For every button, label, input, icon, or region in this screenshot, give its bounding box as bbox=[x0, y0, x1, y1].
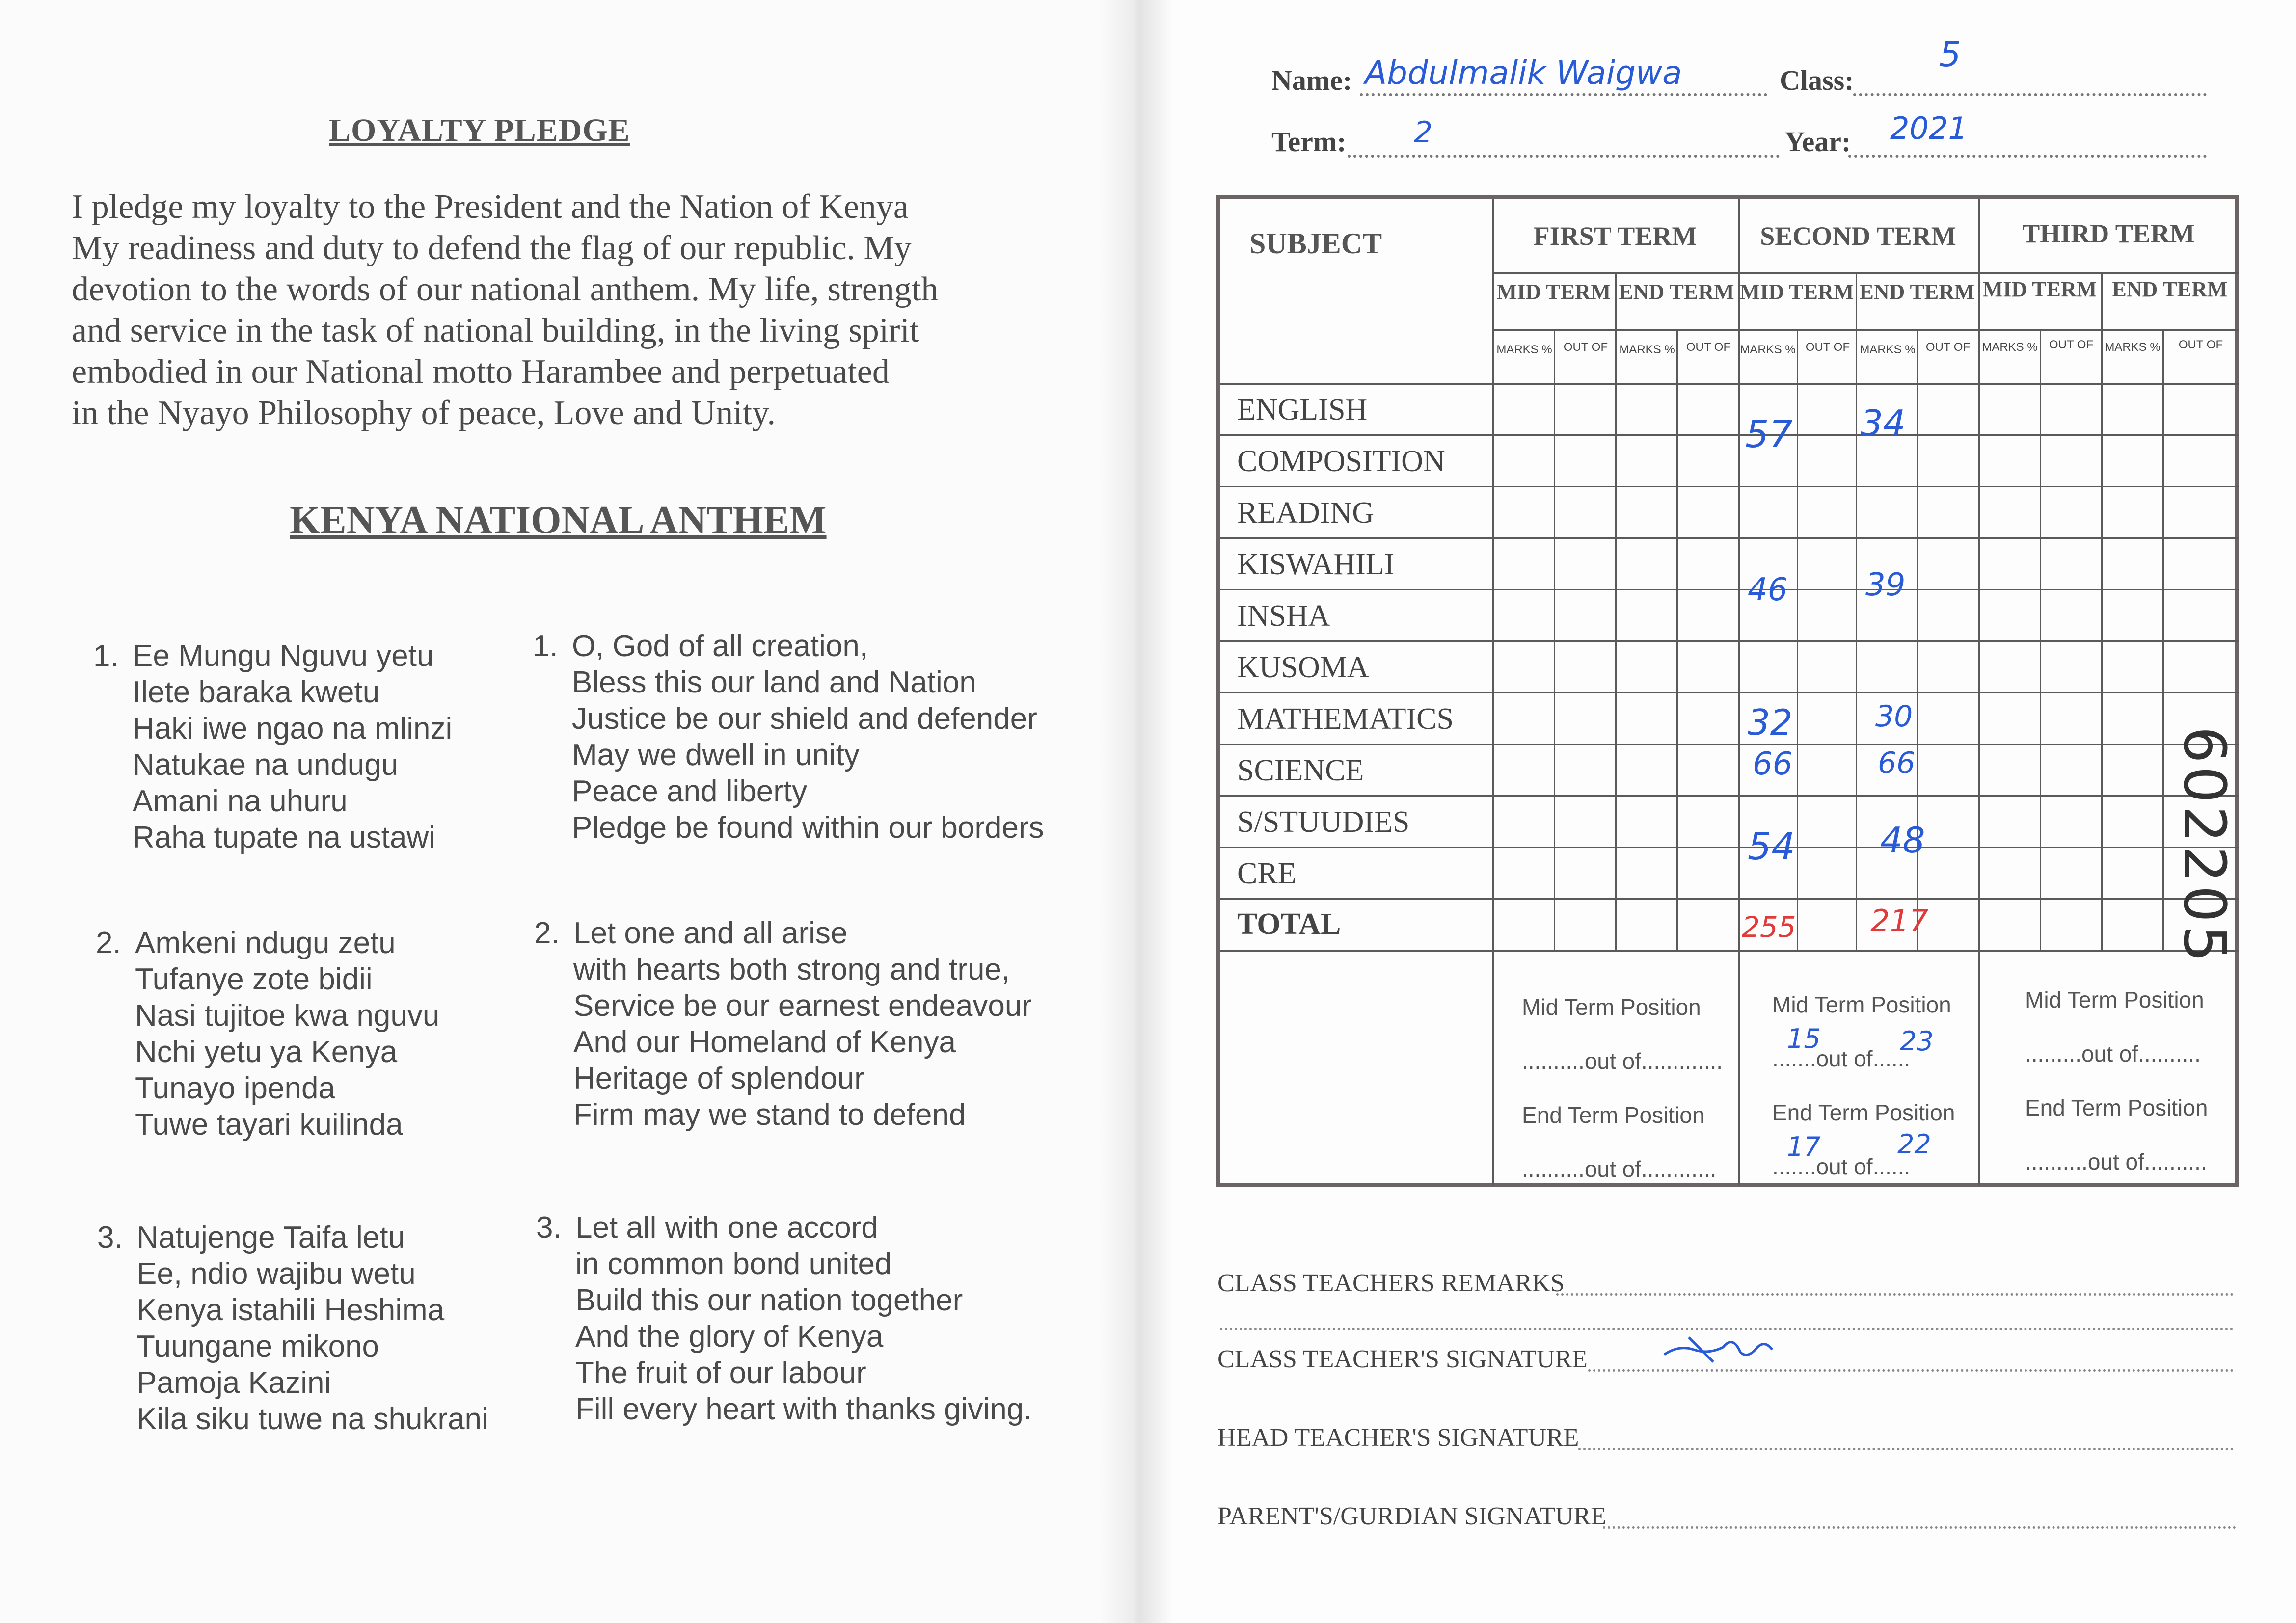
kiswahili-verse-3 bbox=[97, 1220, 488, 1437]
verse-line: Pledge be found within our borders bbox=[572, 811, 1044, 845]
subject-composition: COMPOSITION bbox=[1237, 445, 1445, 478]
second-end-position-label: End Term Position bbox=[1772, 1100, 1955, 1125]
mark-social-studies-mid: 54 bbox=[1748, 825, 1795, 868]
table-row-line bbox=[1220, 589, 2239, 590]
out-of-label: OUT OF bbox=[1563, 341, 1608, 354]
verse-line: May we dwell in unity bbox=[572, 738, 860, 772]
verse-number: 2. bbox=[96, 926, 121, 960]
subject-kusoma: KUSOMA bbox=[1237, 651, 1369, 684]
table-col-line bbox=[1856, 272, 1857, 950]
verse-line: Heritage of splendour bbox=[573, 1062, 864, 1095]
third-end-position-line: ..........out of.......... bbox=[2025, 1149, 2207, 1174]
first-mid-position-line: ..........out of............. bbox=[1522, 1048, 1723, 1074]
table-line bbox=[1220, 383, 2239, 385]
verse-line: Pamoja Kazini bbox=[136, 1366, 331, 1400]
english-verse-3 bbox=[536, 1210, 1032, 1428]
left-page bbox=[0, 0, 1139, 1623]
verse-line: Tuungane mikono bbox=[136, 1330, 379, 1363]
term-value: 2 bbox=[1414, 115, 1433, 150]
term-label: Term: bbox=[1271, 126, 1347, 158]
verse-line: Nasi tujitoe kwa nguvu bbox=[135, 999, 440, 1033]
verse-line: Tuwe tayari kuilinda bbox=[135, 1108, 403, 1142]
verse-line: Peace and liberty bbox=[572, 774, 808, 808]
verse-line: And our Homeland of Kenya bbox=[573, 1025, 956, 1059]
mark-total-mid: 255 bbox=[1742, 910, 1796, 944]
first-mid-term-header: MID TERM bbox=[1496, 280, 1611, 304]
third-end-position-label: End Term Position bbox=[2025, 1095, 2208, 1120]
english-verse-1 bbox=[533, 628, 1044, 846]
subject-total: TOTAL bbox=[1237, 907, 1341, 941]
verse-number: 2. bbox=[534, 916, 560, 950]
year-dots bbox=[1848, 155, 2207, 158]
second-end-position-line: .......out of...... bbox=[1772, 1154, 1911, 1179]
third-mid-position-line: .........out of.......... bbox=[2025, 1041, 2201, 1066]
second-end-out-of-value: 22 bbox=[1897, 1129, 1931, 1160]
table-row-line bbox=[1220, 692, 2239, 693]
out-of-text: out of bbox=[2087, 1149, 2144, 1174]
verse-line: Service be our earnest endeavour bbox=[573, 989, 1032, 1023]
out-of-label: OUT OF bbox=[1925, 341, 1971, 354]
table-col-line bbox=[1615, 272, 1617, 950]
subject-reading: READING bbox=[1237, 496, 1374, 530]
verse-line: Nchi yetu ya Kenya bbox=[135, 1035, 398, 1069]
second-mid-position-line: .......out of...... bbox=[1772, 1046, 1911, 1071]
teacher-signature-scribble bbox=[1659, 1325, 1777, 1369]
mark-mathematics-end: 30 bbox=[1875, 699, 1913, 734]
mark-total-end: 217 bbox=[1870, 903, 1929, 939]
table-col-line bbox=[2101, 272, 2103, 950]
second-end-term-header: END TERM bbox=[1859, 280, 1975, 304]
class-teacher-signature-label: CLASS TEACHER'S SIGNATURE bbox=[1217, 1345, 1588, 1373]
signature-dots bbox=[1603, 1526, 2236, 1529]
first-end-term-header: END TERM bbox=[1619, 280, 1734, 304]
marks-label: MARKS % bbox=[1860, 343, 1916, 356]
verse-line: Kenya istahili Heshima bbox=[136, 1293, 445, 1327]
table-row-line bbox=[1220, 847, 2239, 848]
marks-label: MARKS % bbox=[1740, 343, 1796, 356]
second-end-position-value: 17 bbox=[1787, 1131, 1821, 1162]
year-value: 2021 bbox=[1890, 110, 1968, 146]
mark-english-end: 34 bbox=[1861, 402, 1906, 444]
verse-line: in common bond united bbox=[575, 1247, 892, 1281]
first-term-header: FIRST TERM bbox=[1533, 221, 1697, 251]
term-dots bbox=[1348, 155, 1780, 158]
table-line bbox=[1220, 950, 2239, 952]
subject-english: ENGLISH bbox=[1237, 393, 1368, 426]
verse-line: Amkeni ndugu zetu bbox=[135, 926, 396, 960]
verse-line: Bless this our land and Nation bbox=[572, 665, 976, 699]
table-col-line bbox=[2162, 329, 2164, 950]
subject-mathematics: MATHEMATICS bbox=[1237, 702, 1454, 736]
class-label: Class: bbox=[1780, 64, 1854, 96]
verse-line: Ilete baraka kwetu bbox=[133, 675, 380, 709]
pledge-line: devotion to the words of our national anthem. My life, strength bbox=[72, 270, 939, 308]
class-teacher-remarks-label: CLASS TEACHERS REMARKS bbox=[1217, 1269, 1565, 1297]
out-of-label: OUT OF bbox=[2178, 338, 2223, 351]
pledge-line: embodied in our National motto Harambee and perpetuated bbox=[72, 353, 890, 391]
subject-science: SCIENCE bbox=[1237, 754, 1364, 787]
pledge-line: and service in the task of national building, in the living spirit bbox=[72, 312, 919, 349]
signature-dots bbox=[1588, 1369, 2234, 1372]
verse-line: Let all with one accord bbox=[575, 1211, 878, 1245]
verse-line: Natujenge Taifa letu bbox=[136, 1221, 405, 1254]
out-of-label: OUT OF bbox=[1805, 341, 1850, 354]
out-of-text: out of bbox=[1816, 1154, 1873, 1179]
marks-label: MARKS % bbox=[2105, 341, 2161, 354]
second-mid-position-label: Mid Term Position bbox=[1772, 992, 1951, 1017]
verse-line: Raha tupate na ustawi bbox=[133, 821, 435, 854]
mark-insha-mid: 46 bbox=[1748, 572, 1788, 608]
verse-line: Ee Mungu Nguvu yetu bbox=[133, 639, 434, 673]
name-label: Name: bbox=[1271, 64, 1352, 96]
mark-mathematics-mid: 32 bbox=[1748, 702, 1793, 743]
verse-line: The fruit of our labour bbox=[575, 1356, 866, 1390]
table-row-line bbox=[1220, 795, 2239, 797]
verse-line: with hearts both strong and true, bbox=[573, 953, 1010, 986]
table-row-line bbox=[1220, 434, 2239, 436]
mark-english-mid: 57 bbox=[1745, 412, 1793, 456]
out-of-text: out of bbox=[1584, 1048, 1641, 1074]
out-of-text: out of bbox=[2081, 1041, 2138, 1066]
english-verse-2 bbox=[534, 915, 1032, 1133]
second-mid-out-of-value: 23 bbox=[1900, 1026, 1934, 1057]
remarks-dots bbox=[1556, 1293, 2234, 1296]
pledge-line: My readiness and duty to defend the flag of our republic. My bbox=[72, 229, 912, 267]
verse-line: Tufanye zote bidii bbox=[135, 962, 373, 996]
table-line bbox=[1492, 272, 2239, 274]
table-line bbox=[1492, 329, 2239, 331]
book-gutter bbox=[1100, 0, 1173, 1623]
first-mid-position-label: Mid Term Position bbox=[1522, 994, 1701, 1020]
head-teacher-signature-label: HEAD TEACHER'S SIGNATURE bbox=[1217, 1424, 1579, 1452]
out-of-label: OUT OF bbox=[1686, 341, 1731, 354]
pledge-text bbox=[72, 186, 1053, 434]
side-number: 602205 bbox=[2171, 726, 2239, 965]
verse-line: Tunayo ipenda bbox=[135, 1071, 335, 1105]
table-col-line bbox=[1492, 199, 1494, 1185]
verse-line: Build this our nation together bbox=[575, 1283, 963, 1317]
class-dots bbox=[1853, 93, 2207, 96]
marks-label: MARKS % bbox=[1619, 343, 1675, 356]
out-of-text: out of bbox=[1584, 1156, 1641, 1182]
subject-header: SUBJECT bbox=[1249, 227, 1382, 260]
table-row-line bbox=[1220, 640, 2239, 642]
table-row-line bbox=[1220, 537, 2239, 539]
marks-label: MARKS % bbox=[1496, 343, 1552, 356]
verse-line: Let one and all arise bbox=[573, 916, 848, 950]
out-of-text: out of bbox=[1816, 1046, 1873, 1071]
verse-line: Kila siku tuwe na shukrani bbox=[136, 1402, 488, 1436]
parent-signature-label: PARENT'S/GURDIAN SIGNATURE bbox=[1217, 1502, 1606, 1530]
pledge-line: in the Nyayo Philosophy of peace, Love and Unity. bbox=[72, 394, 776, 432]
second-mid-position-value: 15 bbox=[1787, 1023, 1821, 1054]
verse-number: 1. bbox=[93, 639, 119, 673]
table-col-line bbox=[2040, 329, 2041, 950]
first-end-position-label: End Term Position bbox=[1522, 1102, 1705, 1128]
mark-insha-end: 39 bbox=[1865, 567, 1906, 603]
table-row-line bbox=[1220, 898, 2239, 900]
name-value: Abdulmalik Waigwa bbox=[1365, 54, 1682, 92]
subject-insha: INSHA bbox=[1237, 599, 1330, 633]
verse-number: 1. bbox=[533, 629, 558, 663]
kiswahili-verse-1 bbox=[93, 638, 453, 856]
verse-number: 3. bbox=[536, 1211, 562, 1245]
signature-dots bbox=[1578, 1448, 2234, 1450]
first-end-position-line: ..........out of............ bbox=[1522, 1156, 1717, 1182]
subject-kiswahili: KISWAHILI bbox=[1237, 548, 1395, 581]
verse-line: Justice be our shield and defender bbox=[572, 702, 1037, 736]
table-col-line bbox=[1797, 329, 1798, 950]
anthem-title: KENYA NATIONAL ANTHEM bbox=[290, 499, 827, 542]
third-term-header: THIRD TERM bbox=[2022, 219, 2195, 248]
table-row-line bbox=[1220, 744, 2239, 745]
subject-social-studies: S/STUUDIES bbox=[1237, 805, 1410, 839]
table-row-line bbox=[1220, 486, 2239, 487]
table-col-line bbox=[1554, 329, 1555, 950]
verse-line: Firm may we stand to defend bbox=[573, 1098, 966, 1132]
verse-line: And the glory of Kenya bbox=[575, 1320, 884, 1354]
marks-label: MARKS % bbox=[1982, 341, 2038, 354]
third-end-term-header: END TERM bbox=[2112, 277, 2228, 301]
class-value: 5 bbox=[1939, 34, 1961, 75]
verse-number: 3. bbox=[97, 1221, 123, 1254]
mark-social-studies-end: 48 bbox=[1880, 820, 1925, 861]
mark-science-mid: 66 bbox=[1753, 746, 1793, 782]
name-dots bbox=[1360, 93, 1767, 96]
verse-line: Haki iwe ngao na mlinzi bbox=[133, 712, 453, 745]
out-of-label: OUT OF bbox=[2049, 338, 2094, 351]
verse-line: Amani na uhuru bbox=[133, 784, 348, 818]
verse-line: O, God of all creation, bbox=[572, 629, 868, 663]
second-term-header: SECOND TERM bbox=[1760, 221, 1956, 251]
table-col-line bbox=[1676, 329, 1678, 950]
pledge-line: I pledge my loyalty to the President and the Nation of Kenya bbox=[72, 188, 909, 226]
verse-line: Ee, ndio wajibu wetu bbox=[136, 1257, 416, 1291]
verse-line: Natukae na undugu bbox=[133, 748, 399, 782]
verse-line: Fill every heart with thanks giving. bbox=[575, 1392, 1032, 1426]
pledge-title: LOYALTY PLEDGE bbox=[329, 112, 630, 148]
third-mid-term-header: MID TERM bbox=[1982, 277, 2097, 301]
year-label: Year: bbox=[1784, 126, 1851, 158]
kiswahili-verse-2 bbox=[96, 925, 440, 1143]
subject-cre: CRE bbox=[1237, 857, 1297, 890]
third-mid-position-label: Mid Term Position bbox=[2025, 987, 2204, 1012]
mark-science-end: 66 bbox=[1878, 746, 1916, 780]
second-mid-term-header: MID TERM bbox=[1739, 280, 1854, 304]
